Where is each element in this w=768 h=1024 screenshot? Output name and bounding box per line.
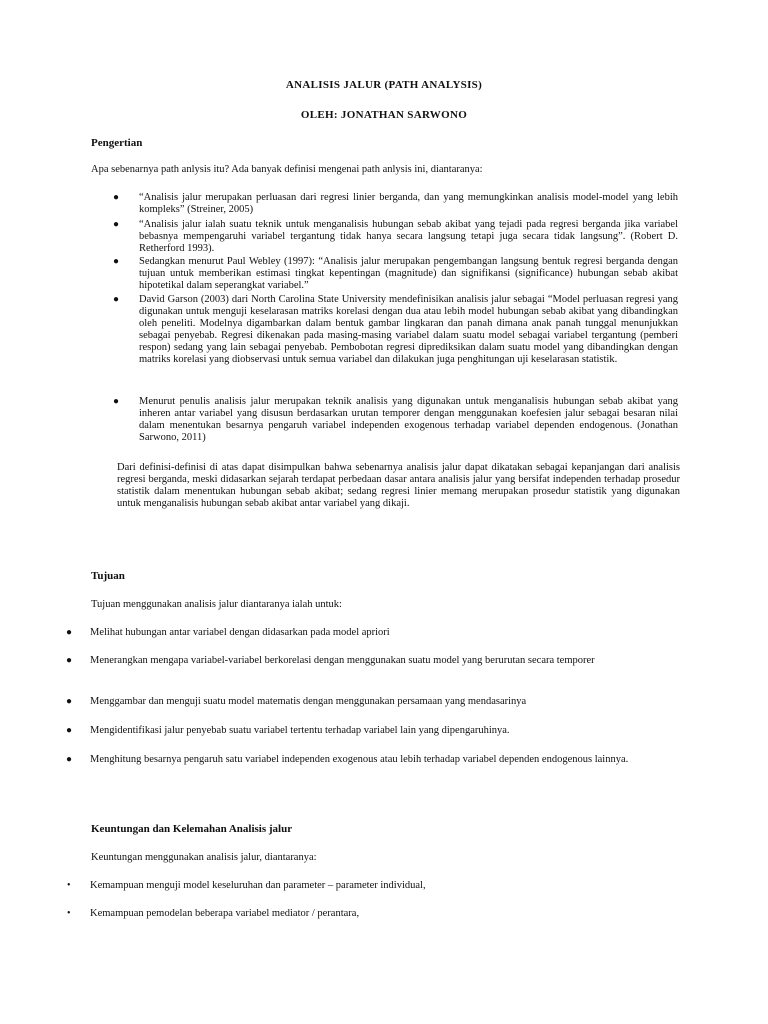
document-author: OLEH: JONATHAN SARWONO [300, 109, 468, 121]
list-item-text: Mengidentifikasi jalur penyebab suatu variabel tertentu terhadap variabel lain yang dipengaruhinya. [90, 725, 510, 736]
list-item-text: David Garson (2003) dari North Carolina State University mendefinisikan analisis jalur sebagai “Model perluasan regresi yang digunakan untuk menguji keselarasan matriks korelasi dengan dua atau lebih model hubungan sebab akibat yang dibandingkan oleh peneliti. Modelnya digambarkan dalam bentuk gambar lingkaran dan panah dimana anak panah tunggal menunjukkan sebagai penyebab. Regresi dikenakan pada masing-masing variabel dalam suatu model sebagai variabel tergantung (pemberi respon) sedang yang lain sebagai penyebab. Pembobotan regresi diprediksikan dalam suatu model yang dibandingkan dengan matriks korelasi yang diobservasi untuk semua variabel dan dilakukan juga penghitungan uji keselarasan statistik. [139, 294, 678, 365]
list-item-text: Kemampuan menguji model keseluruhan dan parameter – parameter individual, [90, 880, 426, 891]
bullet-icon: ● [66, 754, 73, 765]
document-title: ANALISIS JALUR (PATH ANALYSIS) [285, 79, 483, 91]
list-item-text: “Analisis jalur merupakan perluasan dari regresi linier berganda, dan yang memungkinkan analisis model-model yang lebih kompleks” (Streiner, 2005) [139, 192, 678, 215]
bullet-icon: ● [113, 192, 120, 203]
section-intro-pengertian: Apa sebenarnya path anlysis itu? Ada banyak definisi mengenai path anlysis ini, diantaranya: [91, 164, 483, 175]
list-item-text: Sedangkan menurut Paul Webley (1997): “Analisis jalur merupakan pengembangan langsung bentuk regresi berganda dengan tujuan untuk memberikan estimasi tingkat kepentingan (magnitude) dan signifikansi (significance) hubungan sebab akibat hipotetikal dalam seperangkat variabel.” [139, 256, 678, 291]
bullet-icon: • [67, 880, 71, 891]
bullet-icon: ● [66, 627, 73, 638]
section-heading-pengertian: Pengertian [91, 137, 143, 149]
section-heading-keuntungan: Keuntungan dan Kelemahan Analisis jalur [91, 823, 293, 835]
section-intro-keuntungan: Keuntungan menggunakan analisis jalur, diantaranya: [91, 852, 317, 863]
bullet-icon: • [67, 908, 71, 919]
list-item-text: Menurut penulis analisis jalur merupakan teknik analisis yang digunakan untuk menganalisis hubungan sebab akibat yang inheren antar variabel yang disusun berdasarkan urutan temporer dengan menggunakan koefesien jalur sebagai besaran nilai dalam menentukan besarnya pengaruh variabel independen exogenous terhadap variabel dependen endogenous. (Jonathan Sarwono, 2011) [139, 396, 678, 443]
section-heading-tujuan: Tujuan [91, 570, 125, 582]
bullet-icon: ● [113, 256, 120, 267]
bullet-icon: ● [66, 655, 73, 666]
bullet-icon: ● [66, 725, 73, 736]
list-item-text: Menerangkan mengapa variabel-variabel berkorelasi dengan menggunakan suatu model yang berurutan secara temporer [90, 655, 595, 666]
section-conclusion: Dari definisi-definisi di atas dapat disimpulkan bahwa sebenarnya analisis jalur dapat dikatakan sebagai kepanjangan dari analisis regresi berganda, meski didasarkan sejarah terdapat perbedaan dasar antara analisis jalur yang bersifat independen terhadap prosedur statistik dalam menentukan hubungan sebab akibat; sedang regresi linier memang merupakan prosedur statistik yang digunakan untuk menganalisis hubungan sebab akibat antar variabel yang dikaji. [117, 462, 680, 509]
section-intro-tujuan: Tujuan menggunakan analisis jalur diantaranya ialah untuk: [91, 599, 342, 610]
bullet-icon: ● [66, 696, 73, 707]
bullet-icon: ● [113, 219, 120, 230]
bullet-icon: ● [113, 294, 120, 305]
list-item-text: Kemampuan pemodelan beberapa variabel mediator / perantara, [90, 908, 360, 919]
list-item-text: “Analisis jalur ialah suatu teknik untuk menganalisis hubungan sebab akibat yang tejadi pada regresi berganda jika variabel bebasnya mempengaruhi variabel tergantung tidak hanya secara langsung tetapi juga secara tidak langsung”. (Robert D. Retherford 1993). [139, 219, 678, 254]
bullet-icon: ● [113, 396, 120, 407]
list-item-text: Menghitung besarnya pengaruh satu variabel independen exogenous atau lebih terhadap variabel dependen endogenous lainnya. [90, 754, 629, 765]
list-item-text: Menggambar dan menguji suatu model matematis dengan menggunakan persamaan yang mendasarinya [90, 696, 527, 707]
list-item-text: Melihat hubungan antar variabel dengan didasarkan pada model apriori [90, 627, 390, 638]
